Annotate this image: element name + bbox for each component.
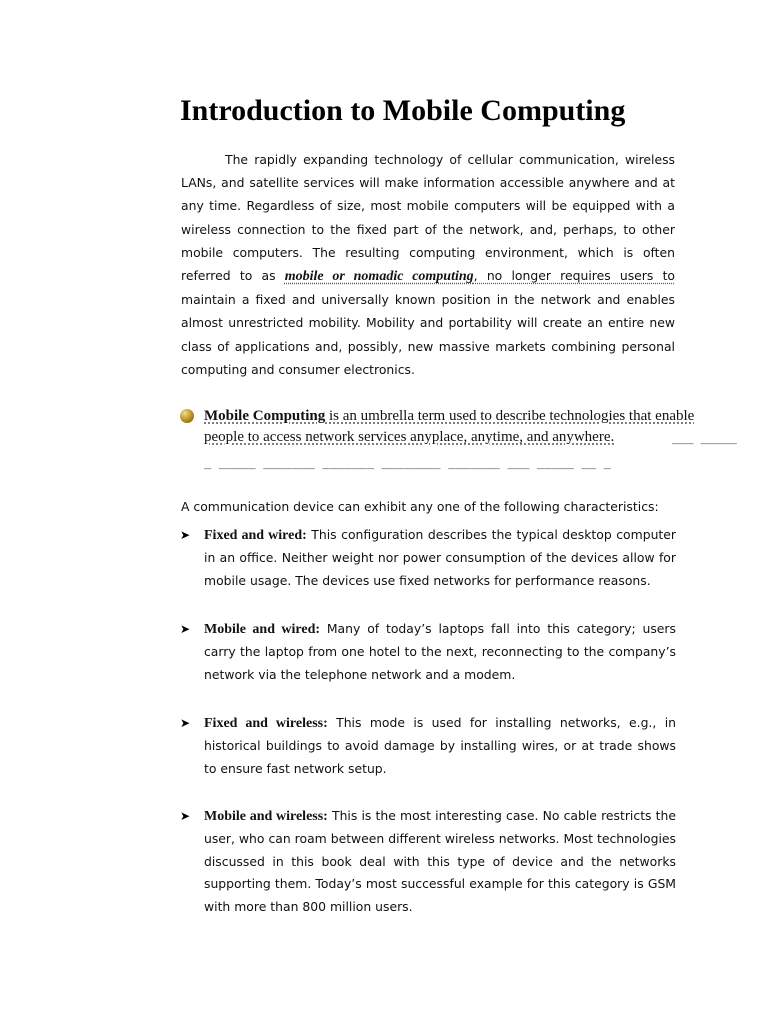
intro-text-part2: , no longer requires users to — [473, 268, 676, 284]
list-item-text: This configuration describes the typical desktop computer in an office. Neither weight nor power consumption of the devices allow for mobile usage. The devices use fixed networks for performance reasons. — [204, 527, 676, 588]
intro-text-part3: maintain a fixed and universally known position in the network and enables almost unrestricted mobility. Mobility and portability will create an entire new class of applications and, possibly, new massive markets combining personal computing and consumer electronics. — [181, 292, 675, 377]
list-item-label: Fixed and wired: — [204, 528, 307, 543]
list-item-body — [204, 524, 676, 592]
list-item-body — [204, 618, 676, 686]
gold-ball-icon — [180, 409, 194, 423]
list-item-label: Fixed and wireless: — [204, 716, 328, 731]
list-item-label: Mobile and wireless: — [204, 809, 328, 824]
definition-term: Mobile Computing — [204, 408, 326, 424]
arrow-bullet-icon: ➤ — [180, 528, 191, 542]
definition-body: is an umbrella term used to describe technologies that enable people to access network services anyplace, anytime, and anywhere. — [204, 408, 695, 445]
arrow-bullet-icon: ➤ — [180, 809, 191, 823]
arrow-bullet-icon: ➤ — [180, 622, 191, 636]
intro-emphasis: mobile or nomadic computing — [284, 269, 474, 285]
list-item-body — [204, 805, 676, 918]
list-item-text: Many of today’s laptops fall into this category; users carry the laptop from one hotel to the next, reconnecting to the company’s network via the telephone network and a modem. — [204, 621, 676, 682]
list-item-label: Mobile and wired: — [204, 622, 321, 637]
definition-text — [204, 406, 720, 448]
underline-marks: _ _____ _______ _______ ________ _______ ___ _____ __ _ — [204, 458, 612, 472]
arrow-bullet-icon: ➤ — [180, 716, 191, 730]
characteristics-intro: A communication device can exhibit any one of the following characteristics: — [181, 499, 659, 514]
intro-text-part1: The rapidly expanding technology of cellular communication, wireless LANs, and satellite services will make information accessible anywhere and at any time. Regardless of size, most mobile computers will be equipped with a wireless connection to the fixed part of the network, and, perhaps, to other mobile computers. The resulting computing environment, which is often referred to as — [181, 152, 675, 284]
list-item-text: This mode is used for installing networks, e.g., in historical buildings to avoid damage by installing wires, or at trade shows to ensure fast network setup. — [204, 715, 676, 776]
page-title: Introduction to Mobile Computing — [180, 94, 626, 127]
underline-marks-right: ___ _____ — [672, 433, 737, 447]
list-item-body — [204, 712, 676, 780]
intro-paragraph — [181, 148, 675, 381]
list-item-text: This is the most interesting case. No cable restricts the user, who can roam between different wireless networks. Most technologies discussed in this book deal with this type of device and the networks supporting them. Today’s most successful example for this category is GSM with more than 800 million users. — [204, 808, 676, 914]
